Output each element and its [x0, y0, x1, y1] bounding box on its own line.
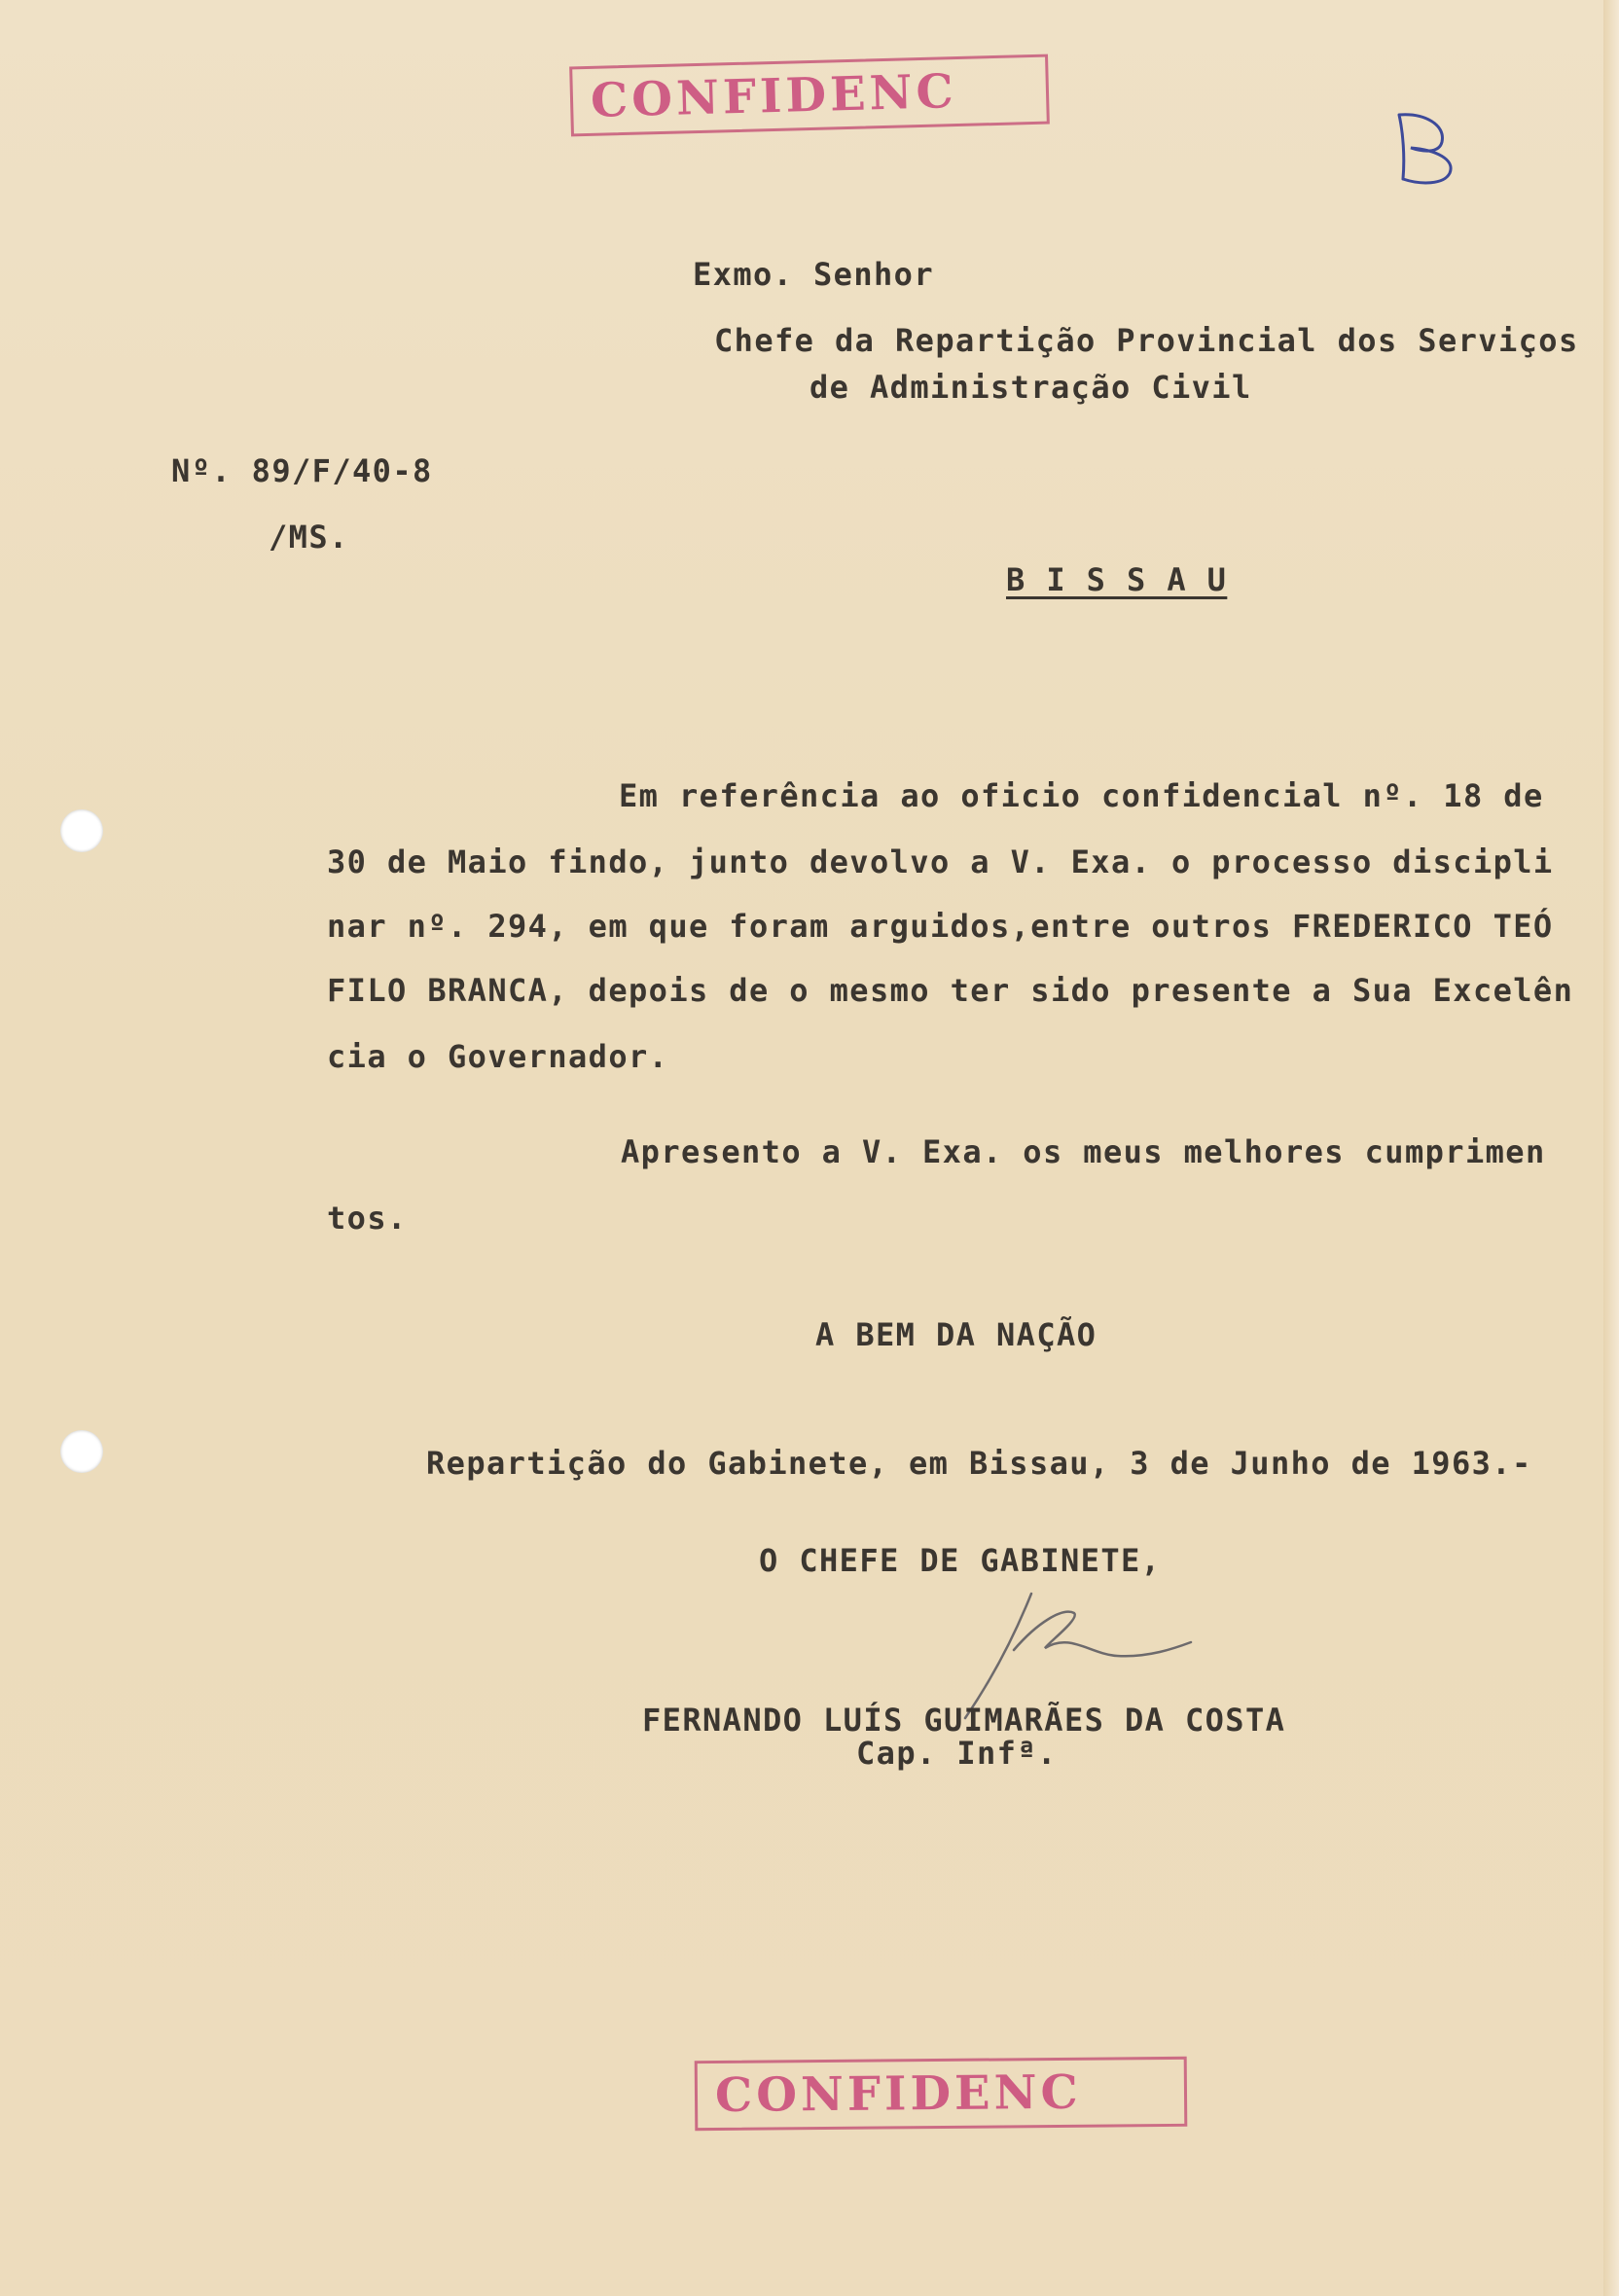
body-line-1: Em referência ao oficio confidencial nº. 18 de	[619, 777, 1544, 814]
punch-hole-lower	[60, 1430, 103, 1473]
salutation: Exmo. Senhor	[693, 256, 934, 293]
reference-initials: /MS.	[269, 519, 349, 556]
addressee-title-line-2: de Administração Civil	[810, 369, 1252, 406]
body-line-6: Apresento a V. Exa. os meus melhores cumprimen	[621, 1133, 1546, 1170]
page-edge	[1603, 0, 1619, 2296]
signatory-rank: Cap. Infª.	[856, 1735, 1058, 1772]
confidential-stamp-top: CONFIDENC	[569, 54, 1050, 137]
reference-number: Nº. 89/F/40-8	[171, 452, 433, 489]
body-line-4: FILO BRANCA, depois de o mesmo ter sido presente a Sua Excelên	[327, 972, 1574, 1009]
addressee-city: B I S S A U	[1006, 561, 1228, 598]
place-date: Repartição do Gabinete, em Bissau, 3 de Junho de 1963.-	[426, 1445, 1532, 1482]
body-line-7: tos.	[327, 1200, 408, 1237]
signatory-name: FERNANDO LUÍS GUIMARÃES DA COSTA	[642, 1702, 1286, 1739]
addressee-title-line-1: Chefe da Repartição Provincial dos Serviços	[714, 322, 1579, 359]
body-line-2: 30 de Maio findo, junto devolvo a V. Exa. o processo discipli	[327, 843, 1554, 880]
handwritten-signature	[944, 1574, 1197, 1720]
body-line-5: cia o Governador.	[327, 1038, 669, 1075]
punch-hole-upper	[60, 809, 103, 852]
body-line-3: nar nº. 294, em que foram arguidos,entre outros FREDERICO TEÓ	[327, 908, 1554, 945]
handwritten-mark-b	[1385, 103, 1463, 191]
signatory-title: O CHEFE DE GABINETE,	[759, 1542, 1162, 1579]
closing-phrase: A BEM DA NAÇÃO	[815, 1316, 1097, 1353]
confidential-stamp-bottom: CONFIDENC	[695, 2057, 1188, 2131]
